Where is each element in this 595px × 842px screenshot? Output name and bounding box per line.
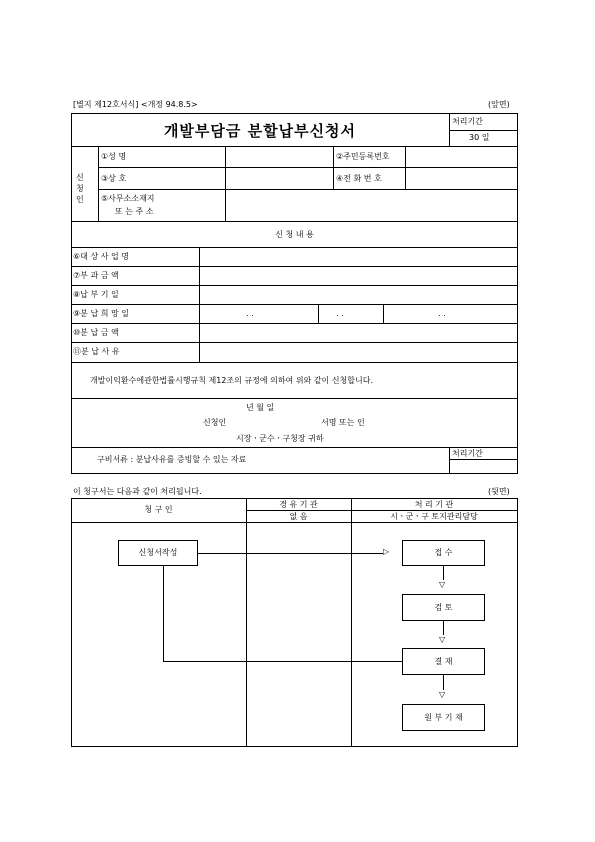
project-name-field[interactable] bbox=[201, 249, 516, 264]
project-name-label: ⑥대 상 사 업 명 bbox=[73, 252, 129, 261]
trade-name-label: ③상 호 bbox=[101, 174, 127, 183]
flow-write-application: 신청서작성 bbox=[118, 540, 198, 566]
flow-connector bbox=[163, 566, 164, 661]
page-side-label: (앞면) bbox=[488, 100, 510, 109]
due-date-label: ⑧납 부 기 일 bbox=[73, 290, 119, 299]
desired-date-1[interactable]: . . bbox=[246, 309, 254, 318]
addressee: 시장ㆍ군수ㆍ구청장 귀하 bbox=[236, 434, 324, 443]
col-via-bottom: 없 음 bbox=[289, 512, 308, 521]
col-applicant: 청 구 인 bbox=[144, 505, 173, 514]
form-title: 개발부담금 분할납부신청서 bbox=[163, 121, 357, 140]
section-title: 신 청 내 용 bbox=[275, 230, 314, 239]
application-statement: 개발이익환수에관한법률시행규칙 제12조의 규정에 의하여 위와 같이 신청합니다. bbox=[90, 376, 374, 385]
name-label: ①성 명 bbox=[101, 152, 127, 161]
arrow-down-icon: ▽ bbox=[439, 635, 446, 644]
back-side-label: (뒷면) bbox=[488, 487, 510, 496]
desired-date-2[interactable]: . . bbox=[336, 309, 344, 318]
flow-connector bbox=[163, 661, 402, 662]
desired-date-3[interactable]: . . bbox=[438, 309, 446, 318]
address-label-line1: ⑤사무소소재지 bbox=[101, 194, 155, 203]
arrow-down-icon: ▽ bbox=[439, 690, 446, 699]
back-intro: 이 청구서는 다음과 같이 처리됩니다. bbox=[73, 487, 202, 496]
flow-connector bbox=[198, 553, 383, 554]
trade-name-field[interactable] bbox=[227, 169, 331, 187]
installment-amount-field[interactable] bbox=[201, 325, 516, 340]
col-proc-bottom: 시ㆍ군ㆍ구 토지관리담당 bbox=[390, 512, 478, 521]
processing-period-label-bottom: 처리기간 bbox=[452, 449, 483, 458]
reason-label: ⑪분 납 사 유 bbox=[73, 347, 120, 356]
form-code: [별지 제12호서식] <개정 94.8.5> bbox=[73, 100, 198, 109]
levy-amount-label: ⑦부 과 금 액 bbox=[73, 271, 119, 280]
date-line: 년 월 일 bbox=[246, 403, 275, 412]
applicant-label: 신청인 bbox=[76, 173, 84, 204]
col-proc-top: 처 리 기 관 bbox=[414, 500, 454, 509]
phone-label: ④전 화 번 호 bbox=[336, 174, 382, 183]
name-field[interactable] bbox=[227, 148, 331, 165]
resident-no-label: ②주민등록번호 bbox=[336, 152, 390, 161]
col-via-top: 경 유 기 관 bbox=[279, 500, 318, 509]
address-field[interactable] bbox=[227, 191, 516, 219]
due-date-field[interactable] bbox=[201, 287, 516, 302]
flow-connector bbox=[443, 675, 444, 690]
flow-review: 검 토 bbox=[402, 594, 485, 621]
reason-field[interactable] bbox=[201, 344, 516, 360]
signer-label: 신청인 bbox=[203, 418, 227, 427]
signature-label[interactable]: 서명 또는 인 bbox=[321, 418, 365, 427]
phone-field[interactable] bbox=[407, 169, 516, 187]
flow-approve: 결 재 bbox=[402, 648, 485, 675]
levy-amount-field[interactable] bbox=[201, 268, 516, 283]
arrow-down-icon: ▽ bbox=[439, 580, 446, 589]
flow-connector bbox=[443, 621, 444, 635]
flow-receive: 접 수 bbox=[402, 540, 485, 566]
flow-ledger-entry: 원 부 기 재 bbox=[402, 704, 485, 731]
address-label-line2: 또 는 주 소 bbox=[115, 207, 154, 216]
attachments-note: 구비서류 : 분납사유를 증빙할 수 있는 자료 bbox=[97, 455, 247, 464]
installment-amount-label: ⑩분 납 금 액 bbox=[73, 328, 119, 337]
desired-dates-label: ⑨분 납 희 망 일 bbox=[73, 309, 129, 318]
arrow-right-icon: ▷ bbox=[383, 547, 390, 556]
resident-no-field[interactable] bbox=[407, 148, 516, 165]
processing-period-value: 30 일 bbox=[469, 133, 490, 142]
processing-period-label: 처리기간 bbox=[452, 117, 483, 126]
flow-connector bbox=[443, 566, 444, 580]
